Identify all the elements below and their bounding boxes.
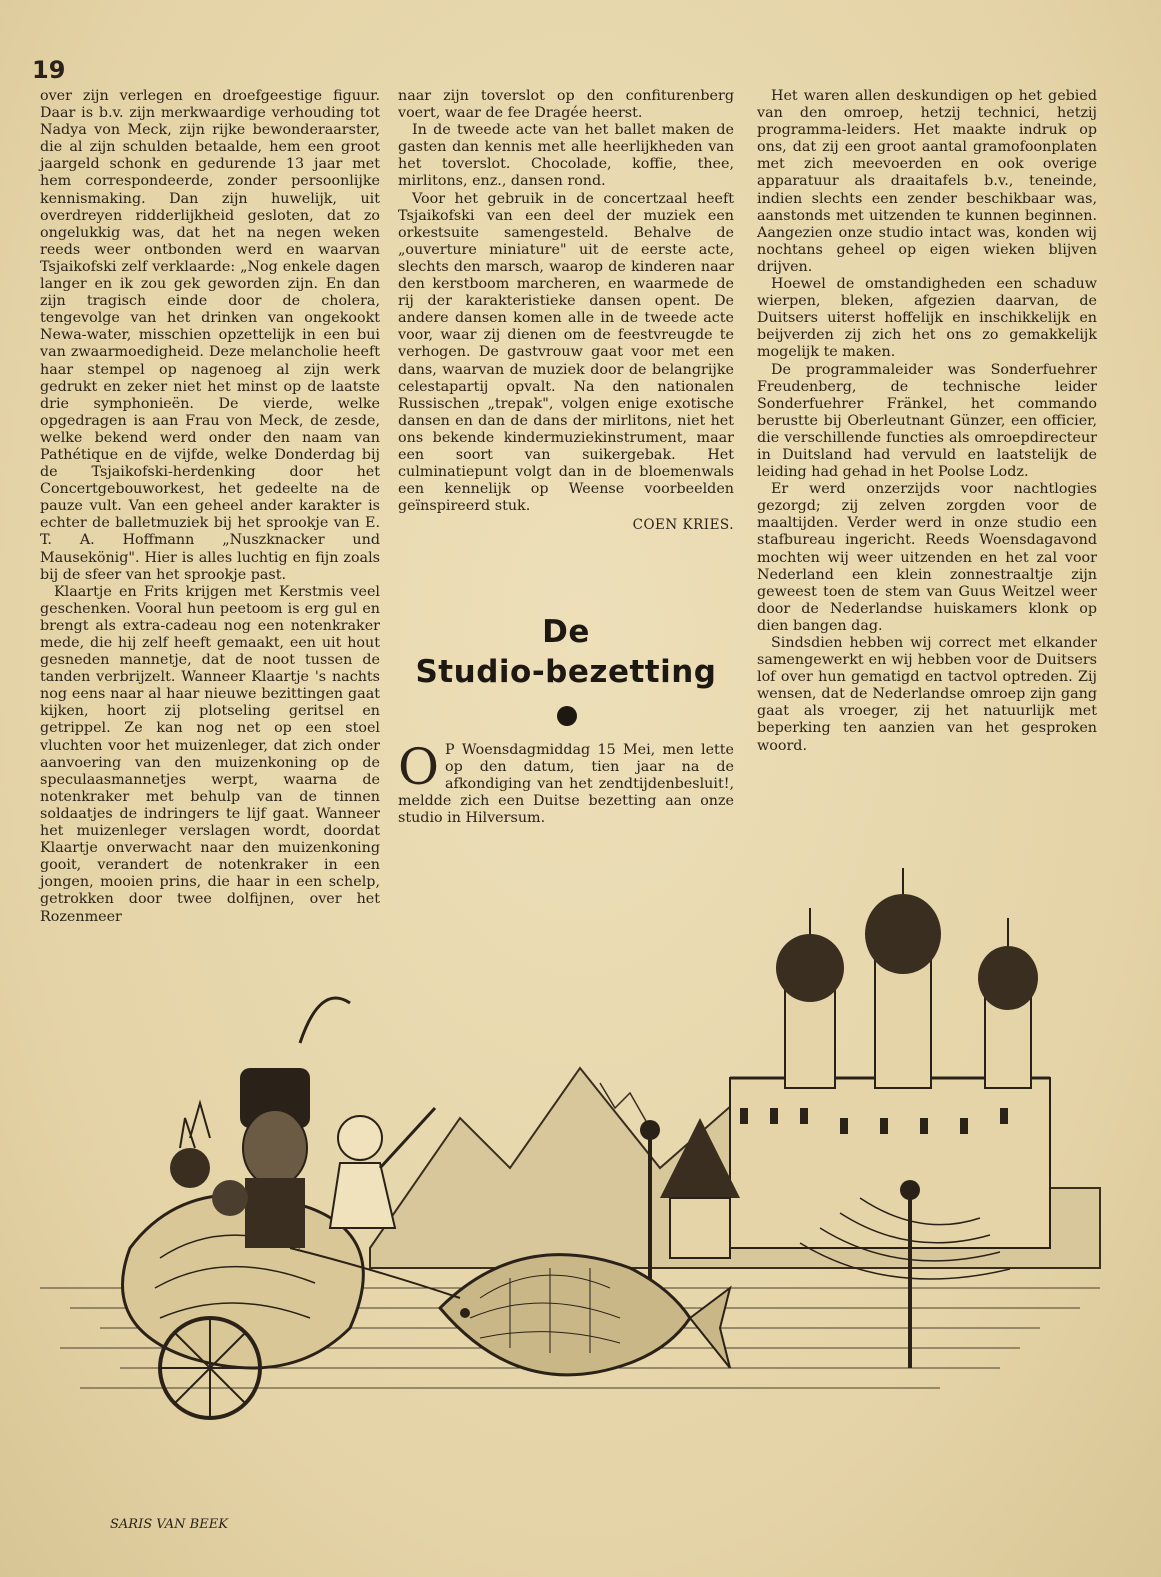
column-2: [398, 88, 734, 534]
column-1: [40, 88, 380, 926]
article-intro: [398, 738, 734, 827]
drop-cap: O: [398, 738, 439, 796]
paragraph: Voor het gebruik in de concertzaal heeft Tsjaikofski van een deel der muziek een orkestsuite samengesteld. Behalve de „ouverture miniature" uit de eerste acte, slechts den marsch, waarop de kinderen naar den kerstboom marcheren, en waarmede de rij der karakteristieke dansen opent. De andere dansen komen alle in de tweede acte voor, waar zij dienen om de feestvreugde te verhogen. De gastvrouw gaat voor met een dans, waarvan de muziek door de belangrijke celestapartij opvalt. Na den nationalen Russischen „trepak", volgen enige exotische dansen en dan de dans der mirlitons, niet het ons bekende kindermuziekinstrument, maar een soort van suikergebak. Het culminatiepunt volgt dan in de bloemenwals een kennelijk op Weense voorbeelden geïnspireerd stuk.: [398, 190, 734, 515]
author-signature: COEN KRIES.: [632, 517, 734, 534]
paragraph: Er werd onzerzijds voor nachtlogies gezorgd; zij zelven zorgden voor de maaltijden. Verder werd in onze studio een stafbureau ingericht. Reeds Woensdagavond mochten wij weer uitzenden en het zal voor Nederland een klein zonnestraaltje zijn geweest toen de stem van Guus Weitzel weer door de Nederlandse huiskamers klonk op dien bangen dag.: [757, 481, 1097, 634]
heading-line-2: Studio-bezetting: [415, 654, 717, 690]
intro-text: P Woensdagmiddag 15 Mei, men lette op den datum, tien jaar na de afkondiging van het zendtijdenbesluit!, meldde zich een Duitse bezetting aan onze studio in Hilversum.: [398, 742, 734, 827]
page-number: 19: [32, 56, 66, 84]
paragraph: over zijn verlegen en droefgeestige figuur. Daar is b.v. zijn merkwaardige verhouding tot Nadya von Meck, zijn rijke bewonderaarster, die al zijn schulden betaalde, hem een groot jaargeld schonk en gedurende 13 jaar met hem correspondeerde, zonder persoonlijke kennismaking. Dan zijn huwelijk, uit overdreyen ridderlijkheid gesloten, dat zo ongelukkig was, dat het na negen weken reeds weer ontbonden werd en waarvan Tsjaikofski zelf verklaarde: „Nog enkele dagen langer en ik zou gek geworden zijn. En dan zijn tragisch einde door de cholera, tengevolge van het drinken van ongekookt Newa-water, misschien opzettelijk in een bui van zwaarmoedigheid. Deze melancholie heeft haar stempel op nagenoeg al zijn werk gedrukt en zeker niet het minst op de laatste drie symphonieën. De vierde, welke opgedragen is aan Frau von Meck, de zesde, welke bekend werd onder den naam van Pathétique en de vijfde, welke Donderdag bij de Tsjaikofski-herdenking door het Concertgebouworkest, het gedeelte na de pauze vult. Van een geheel ander karakter is echter de balletmuziek bij het sprookje van E. T. A. Hoffmann „Nuszknacker und Mausekönig". Hier is alles luchtig en fijn zoals bij de sfeer van het sprookje past.: [40, 88, 380, 583]
paragraph: Klaartje en Frits krijgen met Kerstmis veel geschenken. Vooral hun peetoom is erg gul en brengt als extra-cadeau nog een notenkraker mede, die hij zelf heeft gemaakt, een uit hout gesneden mannetje, dat de noot tussen de tanden verbrijzelt. Wanneer Klaartje 's nachts nog eens naar al haar nieuwe bezittingen gaat kijken, hoort zij plotseling geritsel en getrippel. Ze kan nog net op een stoel vluchten voor het muizenleger, dat zich onder aanvoering van den muizenkoning op de speculaasmannetjes werpt, waarna de notenkraker met behulp van de tinnen soldaatjes de indringers te lijf gaat. Wanneer het muizenleger verslagen wordt, doordat Klaartje onverwacht naar den muizenkoning gooit, verandert de notenkraker in een jongen, mooien prins, die haar in een schelp, getrokken door twee dolfijnen, over het Rozenmeer: [40, 583, 380, 925]
article-heading: [398, 612, 734, 692]
paragraph: Hoewel de omstandigheden een schaduw wierpen, bleken, afgezien daarvan, de Duitsers uiterst hoffelijk en inschikkelijk en beijverden zij zich het ons zo gemakkelijk mogelijk te maken.: [757, 276, 1097, 361]
paragraph: naar zijn toverslot op den confiturenberg voert, waar de fee Dragée heerst.: [398, 88, 734, 122]
paragraph: Sindsdien hebben wij correct met elkander samengewerkt en wij hebben voor de Duitsers lof over hun gematigd en tactvol optreden. Zij wensen, dat de Nederlandse omroep zijn gang gaat als vroeger, zij het natuurlijk met beperking ten aanzien van het gesproken woord.: [757, 635, 1097, 754]
heading-line-1: De: [542, 614, 590, 650]
paragraph: Het waren allen deskundigen op het gebied van den omroep, hetzij technici, hetzij programma-leiders. Het maakte indruk op ons, dat zij een groot aantal gramofoonplaten met zich meevoerden en ook overige apparatuur als draaitafels b.v., teneinde, indien slechts een zender beschikbaar was, aanstonds met uitzenden te kunnen beginnen. Aangezien onze studio intact was, konden wij nochtans geheel op eigen wieken blijven drijven.: [757, 88, 1097, 275]
column-3: [757, 88, 1097, 755]
nutcracker-castle-illustration-icon: [40, 868, 1120, 1558]
intro-paragraph: [398, 738, 734, 827]
bullet-dot-icon: [557, 706, 577, 726]
artist-signature: SARIS VAN BEEK: [110, 1517, 228, 1532]
paragraph: De programmaleider was Sonderfuehrer Freudenberg, de technische leider Sonderfuehrer Fränkel, het commando berustte bij Oberleutnant Günzer, een officier, die verschillende functies als omroepdirecteur in Duitsland had vervuld en laatstelijk de leiding had gehad in het Poolse Lodz.: [757, 361, 1097, 481]
paragraph: In de tweede acte van het ballet maken de gasten dan kennis met alle heerlijkheden van het toverslot. Chocolade, koffie, thee, mirlitons, enz., dansen rond.: [398, 122, 734, 190]
